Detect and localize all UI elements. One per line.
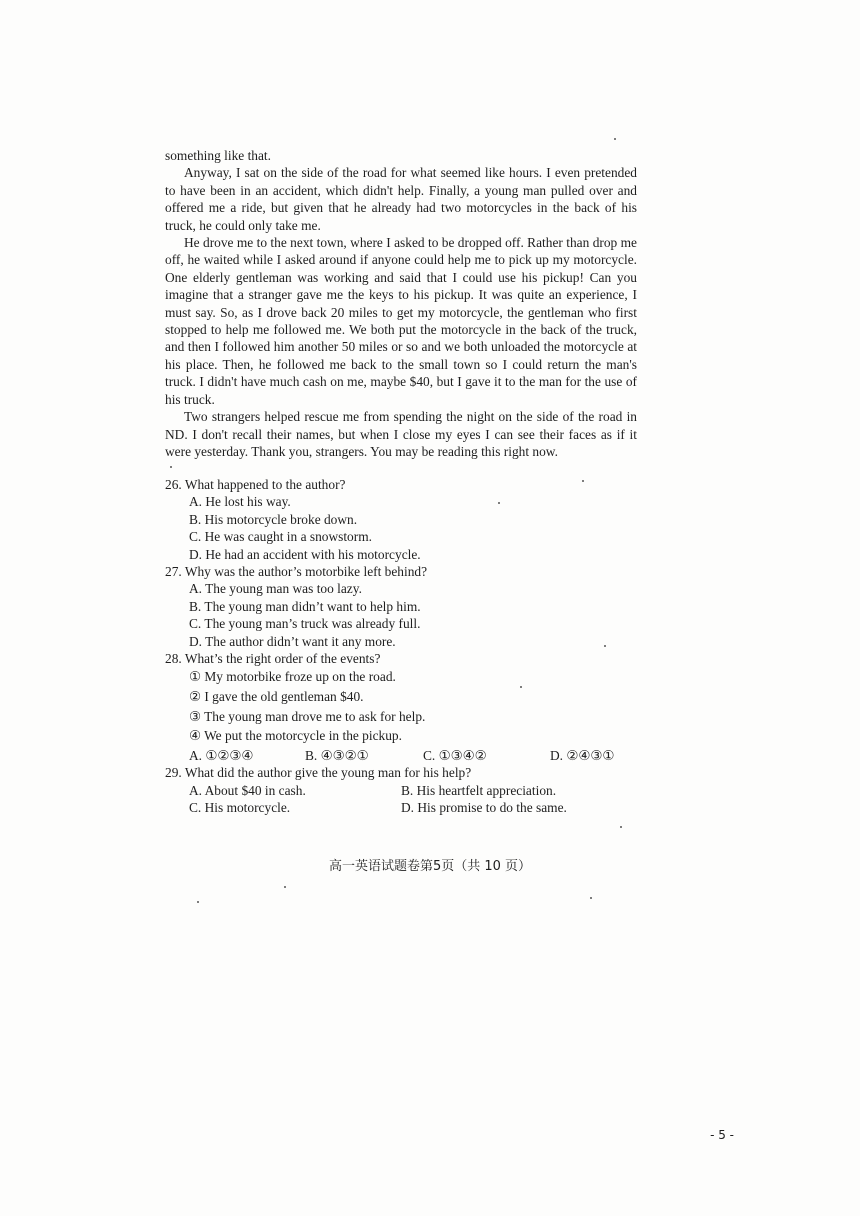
reading-passage [165,147,637,460]
scan-speck [520,686,522,688]
option: A. About $40 in cash. [189,782,306,798]
scan-speck [197,901,199,903]
question-29: 29. What did the author give the young man for his help? [165,765,472,781]
passage-paragraph: Two strangers helped rescue me from spending the night on the side of the road in ND. I don't recall their names, but when I close my eyes I can see their faces as if it were yesterday. Thank you, strangers. You may be reading this right now. [165,409,637,459]
scan-speck [604,645,606,647]
question-28: 28. What’s the right order of the events? [165,651,381,667]
option-row [189,782,637,799]
event-item: ② I gave the old gentleman $40. [189,689,364,705]
option: C. His motorcycle. [189,800,291,816]
event-item: ④ We put the motorcycle in the pickup. [189,728,402,744]
event-item: ③ The young man drove me to ask for help. [189,708,426,724]
scan-speck [170,466,172,468]
option: A. ①②③④ [189,747,254,763]
option: D. He had an accident with his motorcycle. [189,546,421,562]
question-27: 27. Why was the author’s motorbike left behind? [165,564,428,580]
question-list [165,476,637,816]
option: D. His promise to do the same. [401,800,567,816]
passage-line-opening: something like that. [165,148,271,163]
option: C. The young man’s truck was already full. [189,616,421,632]
option: C. ①③④② [423,747,487,763]
option: B. ④③②① [305,747,369,763]
option: D. ②④③① [550,747,615,763]
scan-speck [620,826,622,828]
option: A. He lost his way. [189,494,291,510]
page-number: - 5 - [710,1128,734,1142]
option-row [189,747,637,764]
scan-speck [284,886,286,888]
scan-speck [614,138,616,140]
page-footer: 高一英语试题卷第5页（共 10 页） [328,859,532,874]
passage-paragraph: Anyway, I sat on the side of the road for what seemed like hours. I even pretended to have been in an accident, which didn't help. Finally, a young man pulled over and offered me a ride, but given that he already had two motorcycles in the back of his truck, he could only take me. [165,165,637,233]
option: C. He was caught in a snowstorm. [189,529,372,545]
question-26: 26. What happened to the author? [165,477,346,492]
option-row [189,799,637,816]
scan-speck [590,897,592,899]
option: A. The young man was too lazy. [189,581,362,597]
option: D. The author didn’t want it any more. [189,633,396,649]
scan-speck [498,502,500,504]
passage-paragraph: He drove me to the next town, where I asked to be dropped off. Rather than drop me off, he waited while I asked around if anyone could help me to pick up my motorcycle. One elderly gentleman was working and said that I could use his pickup! Can you imagine that a stranger gave me the keys to his pickup. It was quite an experience, I must say. So, as I drove back 20 miles to get my motorcycle, the gentleman who first stopped to help me followed me. We both put the motorcycle in the back of the truck, and then I followed him another 50 miles or so and we both unloaded the motorcycle at his place. Then, he followed me back to the small town so I could return the man's truck. I didn't have much cash on me, maybe $40, but I gave it to the man for the use of his truck. [165,235,637,407]
option: B. The young man didn’t want to help him. [189,598,421,614]
event-item: ① My motorbike froze up on the road. [189,669,396,685]
scan-speck [582,480,584,482]
option: B. His heartfelt appreciation. [401,782,557,798]
option: B. His motorcycle broke down. [189,511,358,527]
